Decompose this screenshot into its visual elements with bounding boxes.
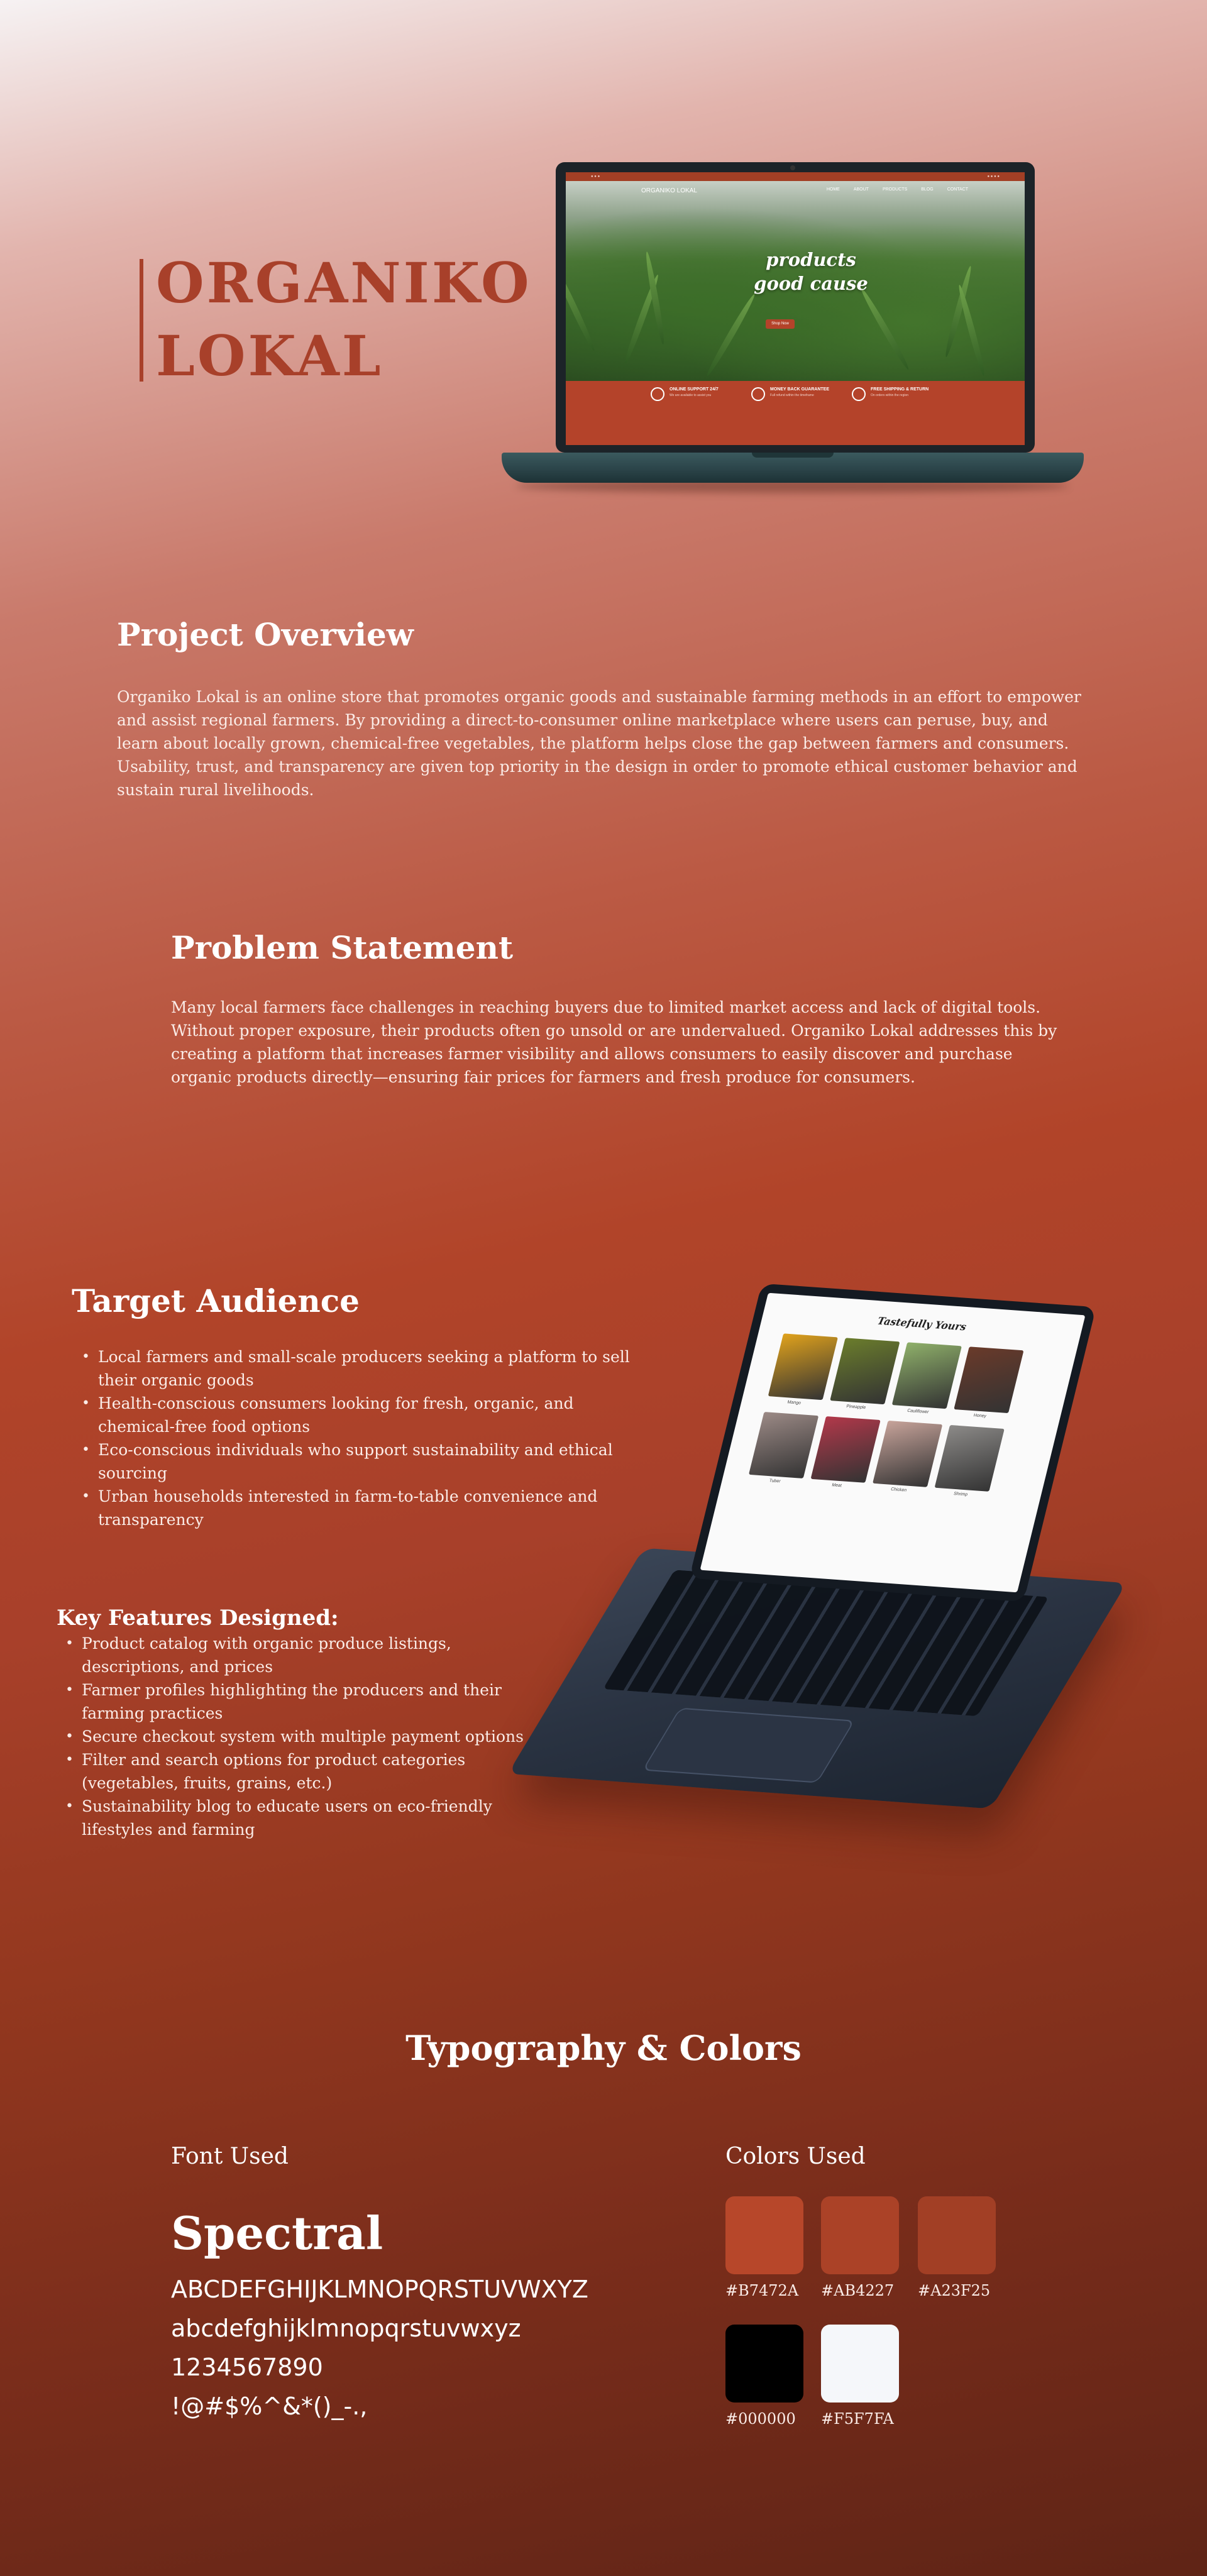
mockup-nav (566, 187, 1025, 194)
product-image (768, 1333, 838, 1400)
product-card (933, 1425, 1005, 1499)
font-sample-lowercase: abcdefghijklmnopqrstuvwxyz (171, 2315, 521, 2342)
key-features-title: Key Features Designed: (57, 1605, 339, 1631)
mockup-topbar: ● ● ● ● ● ● ● (566, 172, 1025, 181)
mockup-nav-contact: CONTACT (947, 187, 968, 192)
hero-title (156, 246, 533, 392)
mockup-shop-button: Shop Now (766, 319, 795, 329)
color-swatch (821, 2196, 899, 2299)
typography-colors-title: Typography & Colors (405, 2028, 802, 2068)
money-back-icon (751, 387, 765, 401)
font-used-label: Font Used (171, 2144, 289, 2169)
product-image (954, 1346, 1023, 1413)
colors-used-label: Colors Used (725, 2144, 866, 2169)
color-swatch (918, 2196, 996, 2299)
swatch-hex: #A23F25 (918, 2282, 991, 2299)
product-image (892, 1342, 962, 1409)
swatch-box (821, 2196, 899, 2274)
mockup-headline: products good cause (754, 249, 868, 294)
product-image (749, 1412, 818, 1478)
list-item: • Sustainability blog to educate users on eco-friendly lifestyles and farming (63, 1795, 541, 1841)
overview-title: Project Overview (117, 616, 414, 653)
mockup-nav-products: PRODUCTS (882, 187, 908, 192)
mockup-feature: MONEY BACK GUARANTEE Full refund within the timeframe (751, 387, 839, 401)
product-card (809, 1416, 881, 1490)
hero-title-line-1: ORGANIKO (156, 250, 532, 316)
swatch-box (821, 2325, 899, 2403)
font-name: Spectral (171, 2206, 383, 2260)
product-card (747, 1412, 818, 1485)
problem-title: Problem Statement (171, 929, 514, 966)
mockup-features (566, 381, 1025, 401)
product-card (890, 1342, 962, 1416)
product-page-screen (700, 1293, 1085, 1593)
product-name: Mango (786, 1400, 802, 1406)
product-page-title: Tastefully Yours (876, 1314, 968, 1333)
product-name: Cauliflower (907, 1408, 930, 1415)
overview-text: Organiko Lokal is an online store that promotes organic goods and sustainable farming methods in an effort to empower and assist regional farmers. By providing a direct-to-consumer online marketplace where users can peruse, buy, and learn about locally grown, chemical-free vegetables, the platform helps close the gap between farmers and consumers. Usability, trust, and transparency are given top priority in the design in order to promote ethical customer behavior and sustain rural livelihoods. (117, 688, 1081, 799)
truck-icon (852, 387, 866, 401)
laptop-homepage-mockup (556, 162, 1035, 453)
product-name: Meat (831, 1483, 842, 1489)
color-swatch (821, 2325, 899, 2428)
mockup-nav-home: HOME (826, 187, 840, 192)
swatch-box (725, 2196, 803, 2274)
color-swatch (725, 2196, 803, 2299)
list-item: • Health-conscious consumers looking for fresh, organic, and chemical-free food options (79, 1392, 632, 1438)
swatch-hex: #AB4227 (821, 2282, 895, 2299)
mockup-nav-about: ABOUT (853, 187, 869, 192)
product-card (766, 1333, 838, 1407)
list-item: • Local farmers and small-scale producers seeking a platform to sell their organic goods (79, 1345, 632, 1392)
swatch-box (918, 2196, 996, 2274)
hero-title-line-2: LOKAL (156, 323, 383, 388)
swatch-hex: #B7472A (725, 2282, 799, 2299)
laptop-screen (689, 1284, 1096, 1602)
key-features-list (63, 1632, 541, 1841)
mockup-hero-banner (566, 181, 1025, 381)
product-name: Tuber (768, 1478, 781, 1484)
product-name: Shrimp (953, 1491, 968, 1497)
list-item: • Product catalog with organic produce listings, descriptions, and prices (63, 1632, 541, 1678)
list-item: • Urban households interested in farm-to-table convenience and transparency (79, 1485, 632, 1531)
mockup-feature: FREE SHIPPING & RETURN On orders within the region (852, 387, 940, 401)
target-audience-title: Target Audience (72, 1282, 360, 1319)
product-image (935, 1425, 1005, 1492)
problem-text: Many local farmers face challenges in reaching buyers due to limited market access and lack of digital tools. Without proper exposure, their products often go unsold or are undervalued. Organiko Lokal addresses this by creating a platform that increases farmer visibility and allows consumers to easily discover and purchase organic products directly—ensuring fair prices for farmers and fresh produce for consumers. (171, 998, 1057, 1086)
font-sample-numbers: 1234567890 (171, 2353, 323, 2381)
list-item: • Filter and search options for product categories (vegetables, fruits, grains, etc.) (63, 1748, 541, 1795)
product-image (873, 1421, 942, 1487)
support-icon (651, 387, 664, 401)
list-item: • Eco-conscious individuals who support sustainability and ethical sourcing (79, 1438, 632, 1485)
swatch-hex: #F5F7FA (821, 2410, 894, 2428)
list-item: • Farmer profiles highlighting the producers and their farming practices (63, 1678, 541, 1725)
color-swatch (725, 2325, 803, 2428)
product-name: Pineapple (846, 1404, 866, 1411)
laptop-product-mockup (559, 1295, 1169, 1836)
product-image (830, 1338, 900, 1404)
target-audience-list (79, 1345, 632, 1531)
product-card (871, 1421, 942, 1494)
mockup-feature: ONLINE SUPPORT 24/7 We are available to assist you (651, 387, 739, 401)
list-item: • Secure checkout system with multiple payment options (63, 1725, 541, 1748)
mockup-nav-blog: BLOG (921, 187, 934, 192)
product-image (810, 1416, 880, 1483)
font-sample-symbols: !@#$%^&*()_-., (171, 2392, 368, 2420)
laptop-hinge-notch (752, 453, 834, 458)
mockup-logo: ORGANIKO LOKAL (641, 187, 697, 194)
product-grid (747, 1333, 1023, 1498)
camera (790, 165, 795, 170)
product-name: Chicken (890, 1487, 907, 1493)
homepage-screen (566, 172, 1025, 445)
trackpad (642, 1708, 855, 1783)
product-name: Honey (973, 1413, 987, 1419)
swatch-hex: #000000 (725, 2410, 796, 2428)
product-card (952, 1346, 1024, 1420)
hero-accent-bar (140, 259, 143, 382)
product-card (829, 1338, 900, 1411)
swatch-box (725, 2325, 803, 2403)
font-sample-uppercase: ABCDEFGHIJKLMNOPQRSTUVWXYZ (171, 2276, 588, 2303)
